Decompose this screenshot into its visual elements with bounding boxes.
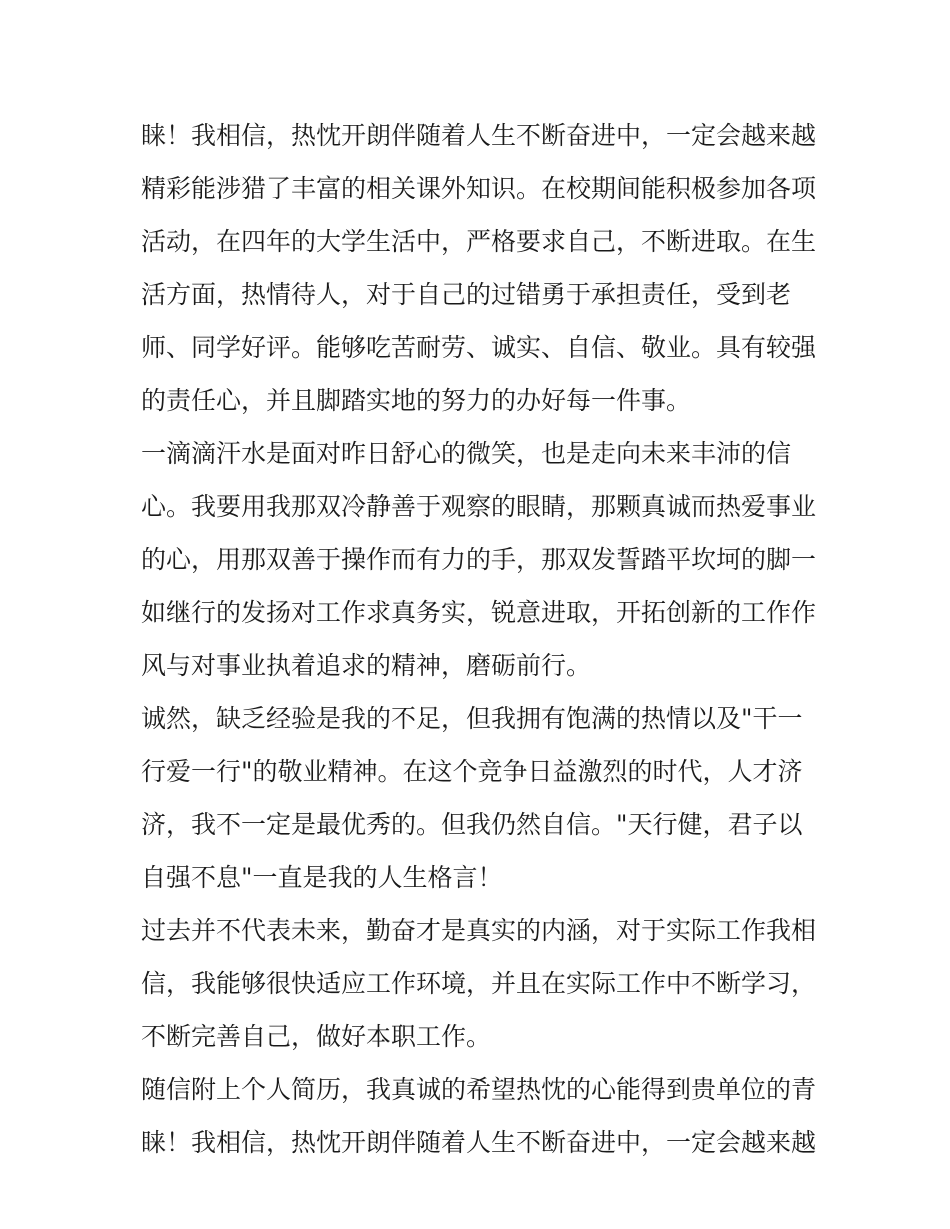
text-line: 心。我要用我那双冷静善于观察的眼睛，那颗真诚而热爱事业 xyxy=(141,492,817,521)
text-line: 睐！我相信，热忱开朗伴随着人生不断奋进中，一定会越来越 xyxy=(141,121,817,150)
text-line: 睐！我相信，热忱开朗伴随着人生不断奋进中，一定会越来越 xyxy=(141,1128,817,1157)
document-body xyxy=(141,109,831,1169)
text-line: 风与对事业执着追求的精神，磨砺前行。 xyxy=(141,651,592,680)
text-line: 自强不息"一直是我的人生格言！ xyxy=(141,863,503,892)
text-line: 如继行的发扬对工作求真务实，锐意进取，开拓创新的工作作 xyxy=(141,598,817,627)
text-line: 行爱一行"的敬业精神。在这个竞争日益激烈的时代，人才济 xyxy=(141,757,803,786)
text-line: 精彩能涉猎了丰富的相关课外知识。在校期间能积极参加各项 xyxy=(141,174,817,203)
text-line: 过去并不代表未来，勤奋才是真实的内涵，对于实际工作我相 xyxy=(141,916,817,945)
text-line: 活方面，热情待人，对于自己的过错勇于承担责任，受到老 xyxy=(141,280,792,309)
text-line: 的责任心，并且脚踏实地的努力的办好每一件事。 xyxy=(141,386,692,415)
text-line: 诚然，缺乏经验是我的不足，但我拥有饱满的热情以及"干一 xyxy=(141,704,803,733)
text-line: 随信附上个人简历，我真诚的希望热忱的心能得到贵单位的青 xyxy=(141,1075,817,1104)
text-line: 活动，在四年的大学生活中，严格要求自己，不断进取。在生 xyxy=(141,227,817,256)
text-line: 不断完善自己，做好本职工作。 xyxy=(141,1022,492,1051)
text-line: 师、同学好评。能够吃苦耐劳、诚实、自信、敬业。具有较强 xyxy=(141,333,817,362)
text-line: 济，我不一定是最优秀的。但我仍然自信。"天行健，君子以 xyxy=(141,810,803,839)
text-line: 一滴滴汗水是面对昨日舒心的微笑，也是走向未来丰沛的信 xyxy=(141,439,792,468)
text-line: 的心，用那双善于操作而有力的手，那双发誓踏平坎坷的脚一 xyxy=(141,545,817,574)
text-line: 信，我能够很快适应工作环境，并且在实际工作中不断学习， xyxy=(141,969,817,998)
